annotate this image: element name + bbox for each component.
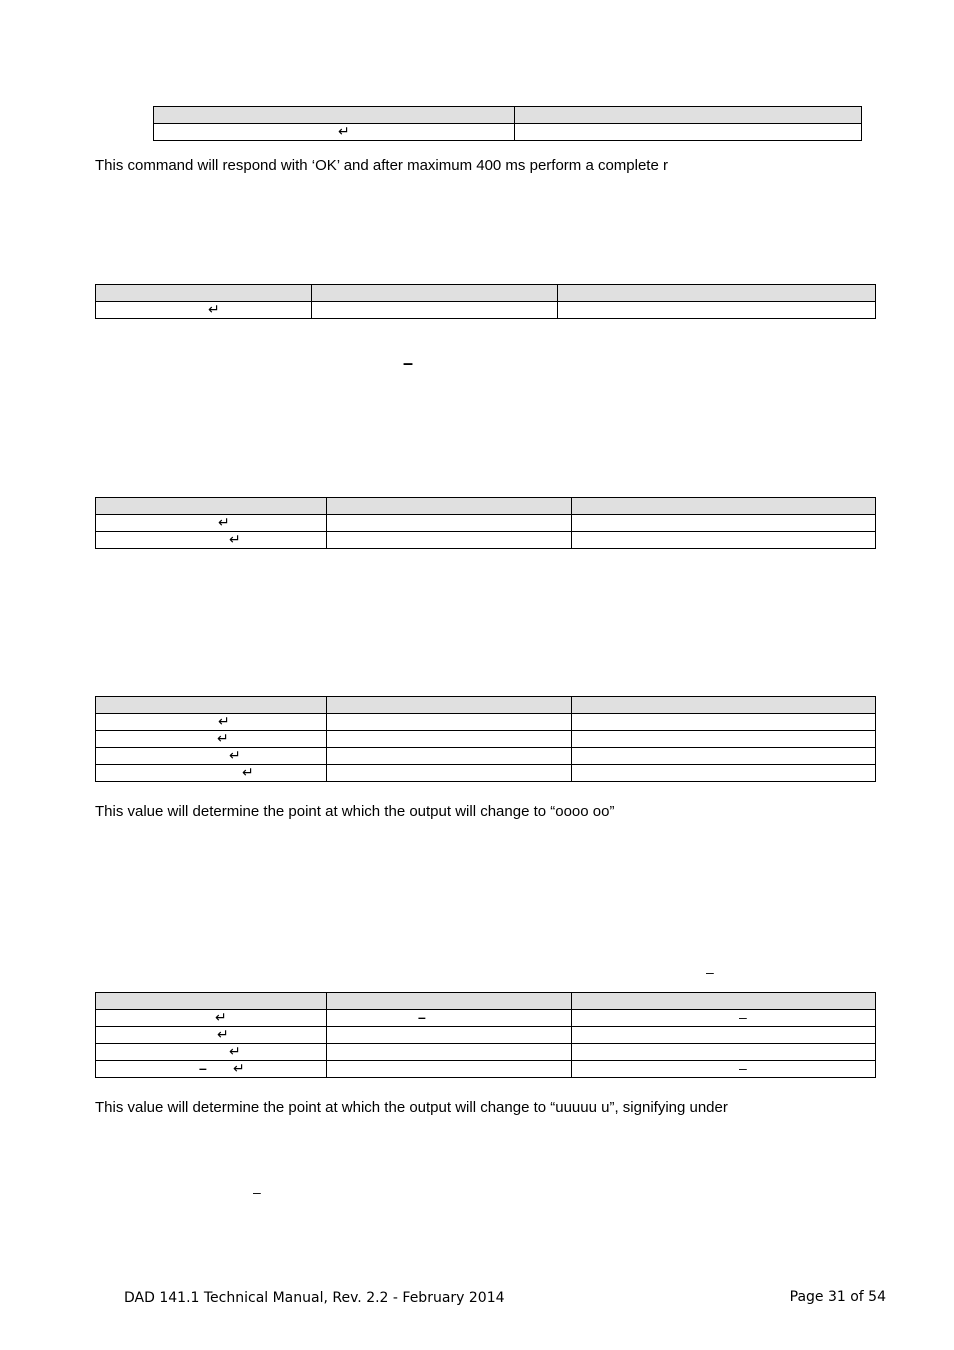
table-row [96, 1010, 876, 1027]
command-table-4 [95, 696, 876, 782]
table-row [96, 1044, 876, 1061]
enter-icon: ↵ [218, 713, 230, 729]
command-table-1 [153, 106, 862, 141]
enter-icon: ↵ [208, 301, 220, 317]
dash-mark: – [253, 1184, 261, 1200]
dash-mark: – [403, 353, 414, 373]
paragraph-underflow: This value will determine the point at which the output will change to “uuuuu u”, signifying under [95, 1099, 728, 1116]
paragraph-reset: This command will respond with ‘OK’ and after maximum 400 ms perform a complete r [95, 157, 668, 174]
dash-mark: – [199, 1060, 207, 1076]
enter-icon: ↵ [215, 1009, 227, 1025]
command-table-3 [95, 497, 876, 549]
enter-icon: ↵ [229, 1043, 241, 1059]
enter-icon: ↵ [229, 531, 241, 547]
command-table-5 [95, 992, 876, 1078]
table-row [96, 731, 876, 748]
table-row [96, 1027, 876, 1044]
table-row [96, 714, 876, 731]
dash-mark: – [739, 1009, 747, 1025]
footer-manual-title: DAD 141.1 Technical Manual, Rev. 2.2 - February 2014 [124, 1290, 505, 1306]
table-header-row [96, 285, 876, 302]
table-row [96, 515, 876, 532]
table-header-row [154, 107, 862, 124]
table-row [96, 765, 876, 782]
table-row [96, 302, 876, 319]
enter-icon: ↵ [233, 1060, 245, 1076]
table-header-row [96, 697, 876, 714]
paragraph-overflow: This value will determine the point at which the output will change to “oooo oo” [95, 803, 615, 820]
table-row [96, 748, 876, 765]
dash-mark: – [418, 1009, 426, 1025]
table-row [96, 532, 876, 549]
enter-icon: ↵ [242, 764, 254, 780]
dash-mark: – [739, 1060, 747, 1076]
enter-icon: ↵ [217, 730, 229, 746]
enter-icon: ↵ [229, 747, 241, 763]
dash-mark: – [706, 964, 714, 980]
table-header-row [96, 993, 876, 1010]
command-table-2 [95, 284, 876, 319]
footer-page-number: Page 31 of 54 [789, 1289, 886, 1305]
enter-icon: ↵ [217, 1026, 229, 1042]
enter-icon: ↵ [338, 123, 350, 139]
enter-icon: ↵ [218, 514, 230, 530]
table-header-row [96, 498, 876, 515]
table-row [96, 1061, 876, 1078]
table-row [154, 124, 862, 141]
